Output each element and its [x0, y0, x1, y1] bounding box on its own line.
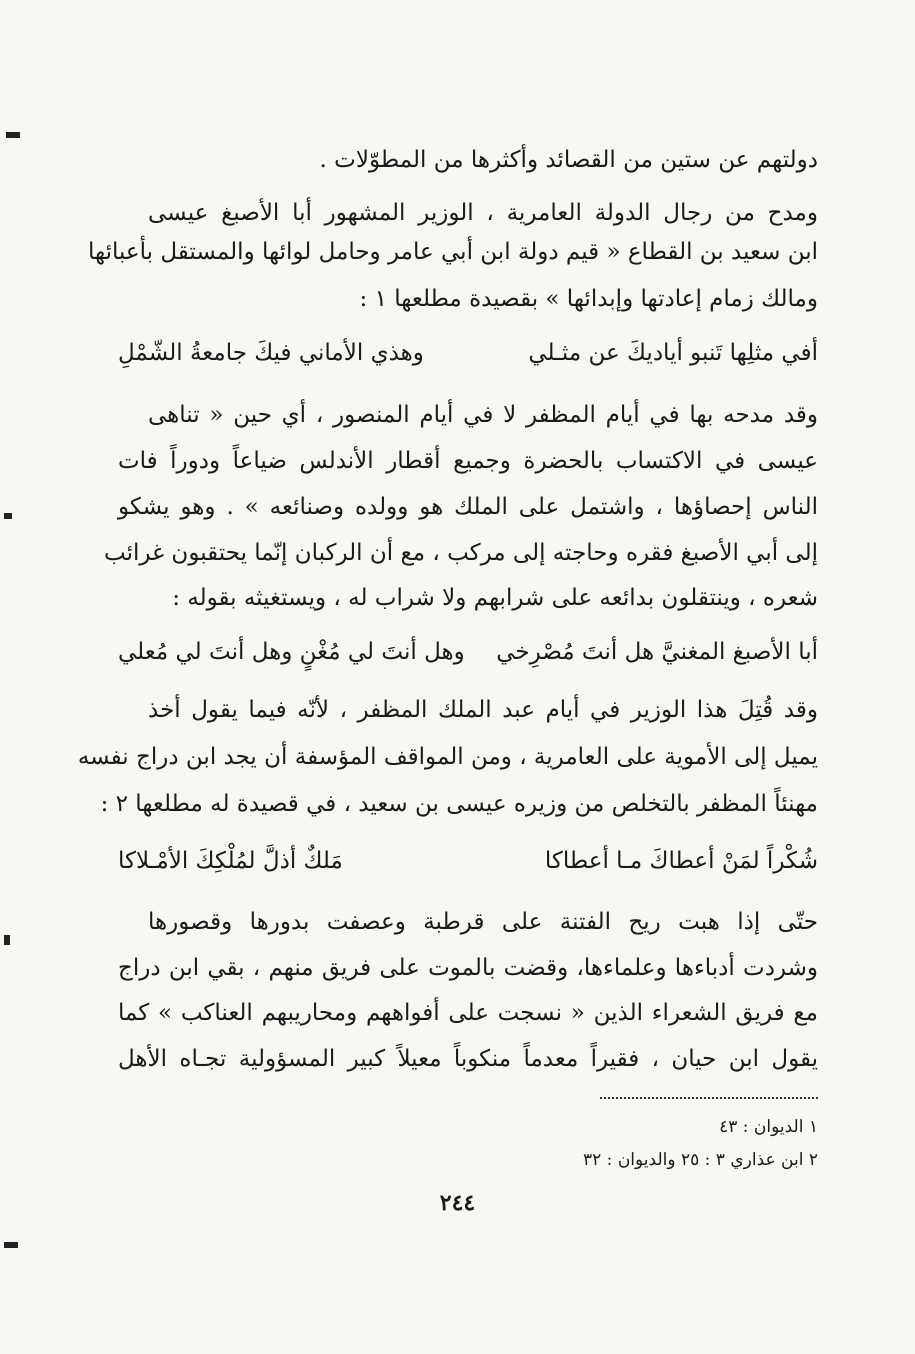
edge-mark: [4, 513, 12, 519]
verse-second-hemistich: وهل أنتَ لي مُغْنٍ وهل أنتَ لي مُعلي: [118, 639, 465, 665]
verse-line: [118, 841, 818, 881]
text-line: وشردت أدباءها وعلماءها، وقضت بالموت على فريق منهم ، بقي ابن دراج: [118, 955, 818, 981]
verse-second-hemistich: مَلكٌ أذلَّ لمُلْكِكَ الأمْـلاكا: [118, 848, 343, 874]
text-line: يميل إلى الأموية على العامرية ، ومن المواقف المؤسفة أن يجد ابن دراج نفسه: [77, 744, 818, 770]
text-line: إلى أبي الأصبغ فقره وحاجته إلى مركب ، مع أن الركبان إنّما يحتقبون غرائب: [104, 540, 818, 566]
text-line: حتّى إذا هبت ريح الفتنة على قرطبة وعصفت بدورها وقصورها: [148, 909, 818, 935]
footnote-divider: [600, 1097, 818, 1099]
text-line: الناس إحصاؤها ، واشتمل على الملك هو وولده وصنائعه » . وهو يشكو: [118, 494, 818, 520]
footnote: ١ الديوان : ٤٣: [719, 1117, 818, 1137]
text-line: وقد مدحه بها في أيام المظفر لا في أيام المنصور ، أي حين « تناهى: [148, 402, 818, 428]
text-line: مع فريق الشعراء الذين « نسجت على أفواههم ومحاريبهم العناكب » كما: [118, 1000, 818, 1026]
verse-line: [118, 632, 818, 672]
verse-first-hemistich: أبا الأصبغ المغنيَّ هل أنتَ مُصْرِخي: [496, 639, 818, 665]
verse-first-hemistich: شُكْراً لمَنْ أعطاكَ مـا أعطاكا: [544, 848, 818, 874]
edge-mark: [4, 935, 10, 945]
text-line: ومدح من رجال الدولة العامرية ، الوزير المشهور أبا الأصبغ عيسى: [148, 200, 818, 226]
text-line: ومالك زمام إعادتها وإبدائها » بقصيدة مطلعها ١ :: [359, 286, 818, 312]
footnote: ٢ ابن عذاري ٣ : ٢٥ والديوان : ٣٢: [583, 1150, 818, 1170]
text-line: وقد قُتِلَ هذا الوزير في أيام عبد الملك المظفر ، لأنّه فيما يقول أخذ: [148, 697, 818, 723]
text-line: ابن سعيد بن القطاع « قيم دولة ابن أبي عامر وحامل لوائها والمستقل بأعبائها: [87, 239, 818, 265]
text-line: دولتهم عن ستين من القصائد وأكثرها من المطوّلات .: [319, 147, 818, 173]
edge-mark: [6, 132, 20, 138]
text-line: شعره ، وينتقلون بدائعه على شرابهم ولا شراب له ، ويستغيثه بقوله :: [172, 585, 818, 611]
edge-mark: [4, 1242, 18, 1248]
text-line: يقول ابن حيان ، فقيراً معدماً منكوباً معيلاً كبير المسؤولية تجـاه الأهل: [118, 1046, 818, 1072]
verse-first-hemistich: أفي مثلِها تَنبو أياديكَ عن مثـلي: [528, 340, 818, 366]
text-line: مهنئاً المظفر بالتخلص من وزيره عيسى بن سعيد ، في قصيدة له مطلعها ٢ :: [100, 791, 818, 817]
verse-second-hemistich: وهذي الأماني فيكَ جامعةُ الشّمْلِ: [118, 340, 424, 366]
text-line: عيسى في الاكتساب بالحضرة وجميع أقطار الأندلس ضياعاً ودوراً فات: [118, 448, 818, 474]
verse-line: [118, 333, 818, 373]
page-number: ٢٤٤: [439, 1190, 476, 1216]
